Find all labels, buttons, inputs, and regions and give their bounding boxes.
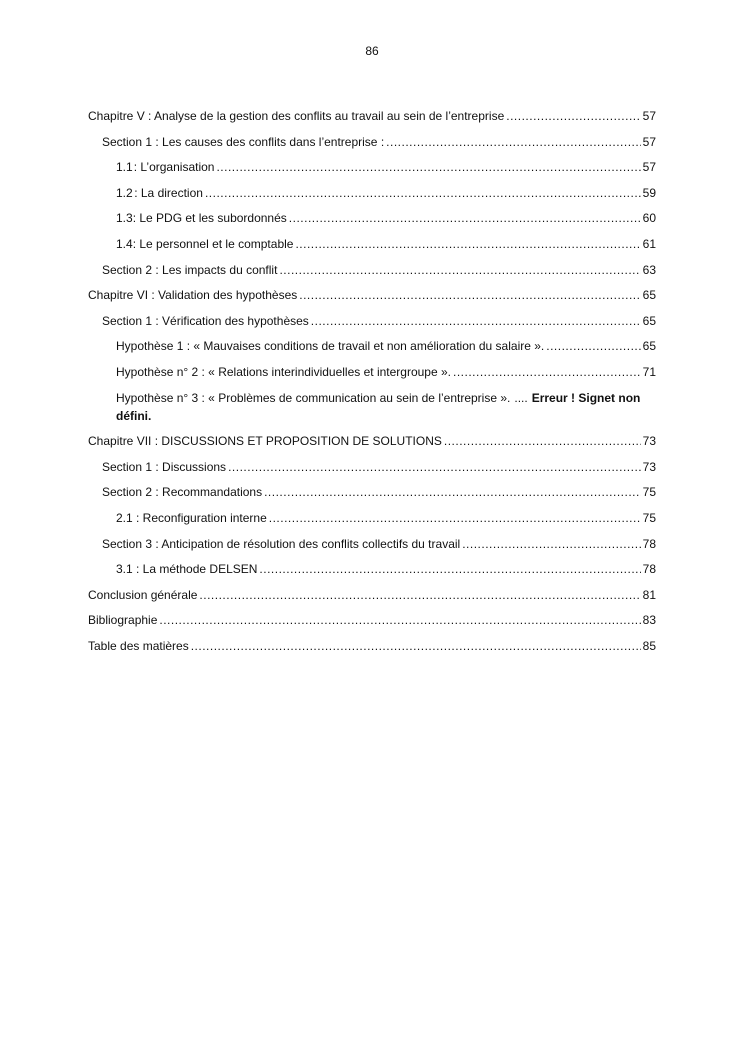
toc-entry-label: : Le PDG et les subordonnés [132, 211, 287, 226]
toc-entry-label: Hypothèse n° 2 : « Relations interindividuelles et intergroupe ». [116, 364, 451, 379]
toc-entry-label: Hypothèse 1 : « Mauvaises conditions de travail et non amélioration du salaire ». [116, 339, 545, 354]
toc-entry-ch7-section-2[interactable] [88, 483, 656, 509]
toc-entry-label: : Le personnel et le comptable [132, 236, 294, 251]
toc-entry-1-4[interactable] [88, 235, 656, 261]
toc-entry-label: Chapitre VI : Validation des hypothèses [88, 288, 298, 303]
toc-entry-label: Section 2 : Les impacts du conflit [102, 262, 278, 277]
dot-leader [295, 235, 640, 253]
toc-entry-page: 73 [642, 434, 656, 449]
toc-entry-label: Bibliographie [88, 613, 158, 628]
dot-leader [199, 586, 640, 604]
toc-entry-1-1[interactable] [88, 158, 656, 184]
toc-entry-bibliographie[interactable] [88, 611, 656, 637]
toc-entry-1-2[interactable] [88, 184, 656, 210]
table-of-contents [88, 107, 656, 662]
toc-entry-2-1[interactable] [88, 509, 656, 535]
toc-entry-table-des-matieres[interactable] [88, 637, 656, 663]
dot-leader [216, 158, 640, 176]
toc-entry-label: 2.1 : Reconfiguration interne [116, 510, 267, 525]
dot-leader [205, 184, 641, 202]
toc-entry-label: Chapitre V : Analyse de la gestion des conflits au travail au sein de l’entreprise [88, 109, 505, 123]
toc-entry-ch5-section-2[interactable] [88, 261, 656, 287]
dot-leader [311, 312, 641, 330]
toc-entry-label: : La direction [134, 185, 203, 200]
dot-leader [462, 535, 640, 553]
toc-entry-number: 1.2 [116, 185, 133, 200]
toc-entry-page: 61 [642, 236, 656, 251]
dot-leader [546, 337, 640, 355]
toc-entry-page: 81 [642, 587, 656, 602]
toc-entry-label: Section 1 : Les causes des conflits dans l’entreprise : [102, 134, 385, 149]
dot-leader [386, 133, 640, 151]
toc-entry-label: Section 1 : Discussions [102, 459, 227, 474]
toc-entry-label: Section 2 : Recommandations [102, 485, 263, 500]
dot-leader [279, 261, 640, 279]
toc-entry-conclusion[interactable] [88, 586, 656, 612]
toc-entry-label: 3.1 : La méthode DELSEN [116, 562, 258, 577]
toc-entry-hypothese-2[interactable] [88, 363, 656, 389]
toc-entry-page: 57 [642, 109, 656, 123]
toc-entry-hypothese-1[interactable] [88, 337, 656, 363]
bookmark-error-text-continued: défini. [116, 408, 152, 423]
toc-entry-ch6-section-1[interactable] [88, 312, 656, 338]
toc-entry-page: 78 [642, 562, 656, 577]
toc-entry-page: 63 [642, 262, 656, 277]
dot-leader [264, 483, 641, 501]
toc-entry-chapitre-v[interactable] [88, 107, 656, 133]
toc-entry-chapitre-vi[interactable] [88, 286, 656, 312]
toc-entry-page: 75 [642, 485, 656, 500]
toc-entry-label: Section 1 : Vérification des hypothèses [102, 313, 309, 328]
toc-entry-page: 83 [642, 613, 656, 628]
toc-entry-page: 65 [642, 288, 656, 303]
dot-leader [191, 637, 641, 655]
toc-entry-1-3[interactable] [88, 209, 656, 235]
toc-entry-ch7-section-3[interactable] [88, 535, 656, 561]
dot-leader [159, 611, 640, 629]
toc-entry-page: 57 [642, 134, 656, 149]
toc-entry-number: 1.3 [116, 211, 133, 226]
toc-entry-ch5-section-1[interactable] [88, 133, 656, 159]
toc-entry-page: 73 [642, 459, 656, 474]
toc-entry-number: 1.1 [116, 160, 133, 175]
toc-entry-chapitre-vii[interactable] [88, 432, 656, 458]
toc-entry-label: Chapitre VII : DISCUSSIONS ET PROPOSITION DE SOLUTIONS [88, 434, 442, 449]
dot-leader [269, 509, 641, 527]
toc-entry-page: 75 [642, 510, 656, 525]
dot-leader [506, 107, 640, 125]
dot-leader [228, 458, 641, 476]
toc-entry-page: 60 [642, 211, 656, 226]
toc-entry-label: Hypothèse n° 3 : « Problèmes de communication au sein de l’entreprise ». [116, 390, 511, 405]
dot-leader [259, 560, 640, 578]
toc-entry-page: 65 [642, 313, 656, 328]
toc-entry-label: : L’organisation [133, 160, 215, 175]
toc-entry-label: Table des matières [88, 638, 189, 653]
toc-entry-label: Section 3 : Anticipation de résolution des conflits collectifs du travail [102, 536, 461, 551]
dot-leader [289, 209, 641, 227]
toc-entry-page: 85 [642, 638, 656, 653]
toc-entry-label: Conclusion générale [88, 587, 198, 602]
page-number: 86 [365, 44, 379, 58]
dot-leader [453, 363, 641, 381]
toc-entry-page: 59 [642, 185, 656, 200]
dot-leader: .... [514, 390, 528, 405]
toc-entry-page: 65 [642, 339, 656, 354]
dot-leader [444, 432, 641, 450]
toc-entry-page: 57 [642, 160, 656, 175]
toc-entry-3-1[interactable] [88, 560, 656, 586]
toc-entry-ch7-section-1[interactable] [88, 458, 656, 484]
dot-leader [299, 286, 640, 304]
toc-entry-page: 78 [642, 536, 656, 551]
toc-entry-page: 71 [642, 364, 656, 379]
bookmark-error-text: Erreur ! Signet non [531, 390, 641, 405]
toc-entry-number: 1.4 [116, 236, 133, 251]
toc-entry-hypothese-3[interactable] [88, 389, 656, 425]
